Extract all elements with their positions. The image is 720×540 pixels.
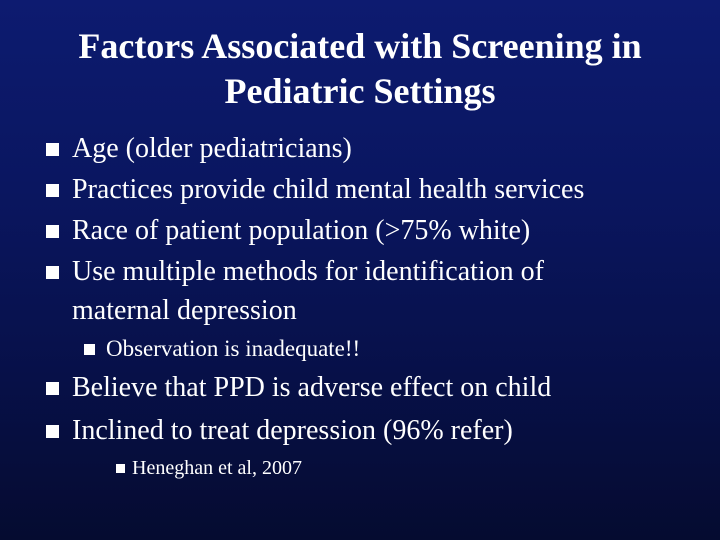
slide-title: [20, 24, 700, 114]
sub-bullet-text: Observation is inadequate!!: [106, 336, 361, 361]
square-bullet-icon: [116, 464, 125, 473]
bullet-text: Practices provide child mental health services: [72, 174, 585, 205]
square-bullet-icon: [84, 344, 95, 355]
bullet-text: Believe that PPD is adverse effect on child: [72, 372, 552, 403]
citation-text: Heneghan et al, 2007: [132, 457, 302, 479]
bullet-text: Inclined to treat depression (96% refer): [72, 415, 513, 446]
bullet-text: Age (older pediatricians): [72, 133, 352, 164]
square-bullet-icon: [46, 184, 59, 197]
bullet-text-continued: maternal depression: [72, 295, 297, 326]
bullet-text: Use multiple methods for identification of: [72, 256, 545, 287]
square-bullet-icon: [46, 425, 59, 438]
title-line-2: Pediatric Settings: [224, 71, 496, 111]
square-bullet-icon: [46, 382, 59, 395]
bullet-text: Race of patient population (>75% white): [72, 215, 531, 246]
square-bullet-icon: [46, 143, 59, 156]
square-bullet-icon: [46, 225, 59, 238]
title-line-1: Factors Associated with Screening in: [78, 26, 642, 66]
square-bullet-icon: [46, 266, 59, 279]
